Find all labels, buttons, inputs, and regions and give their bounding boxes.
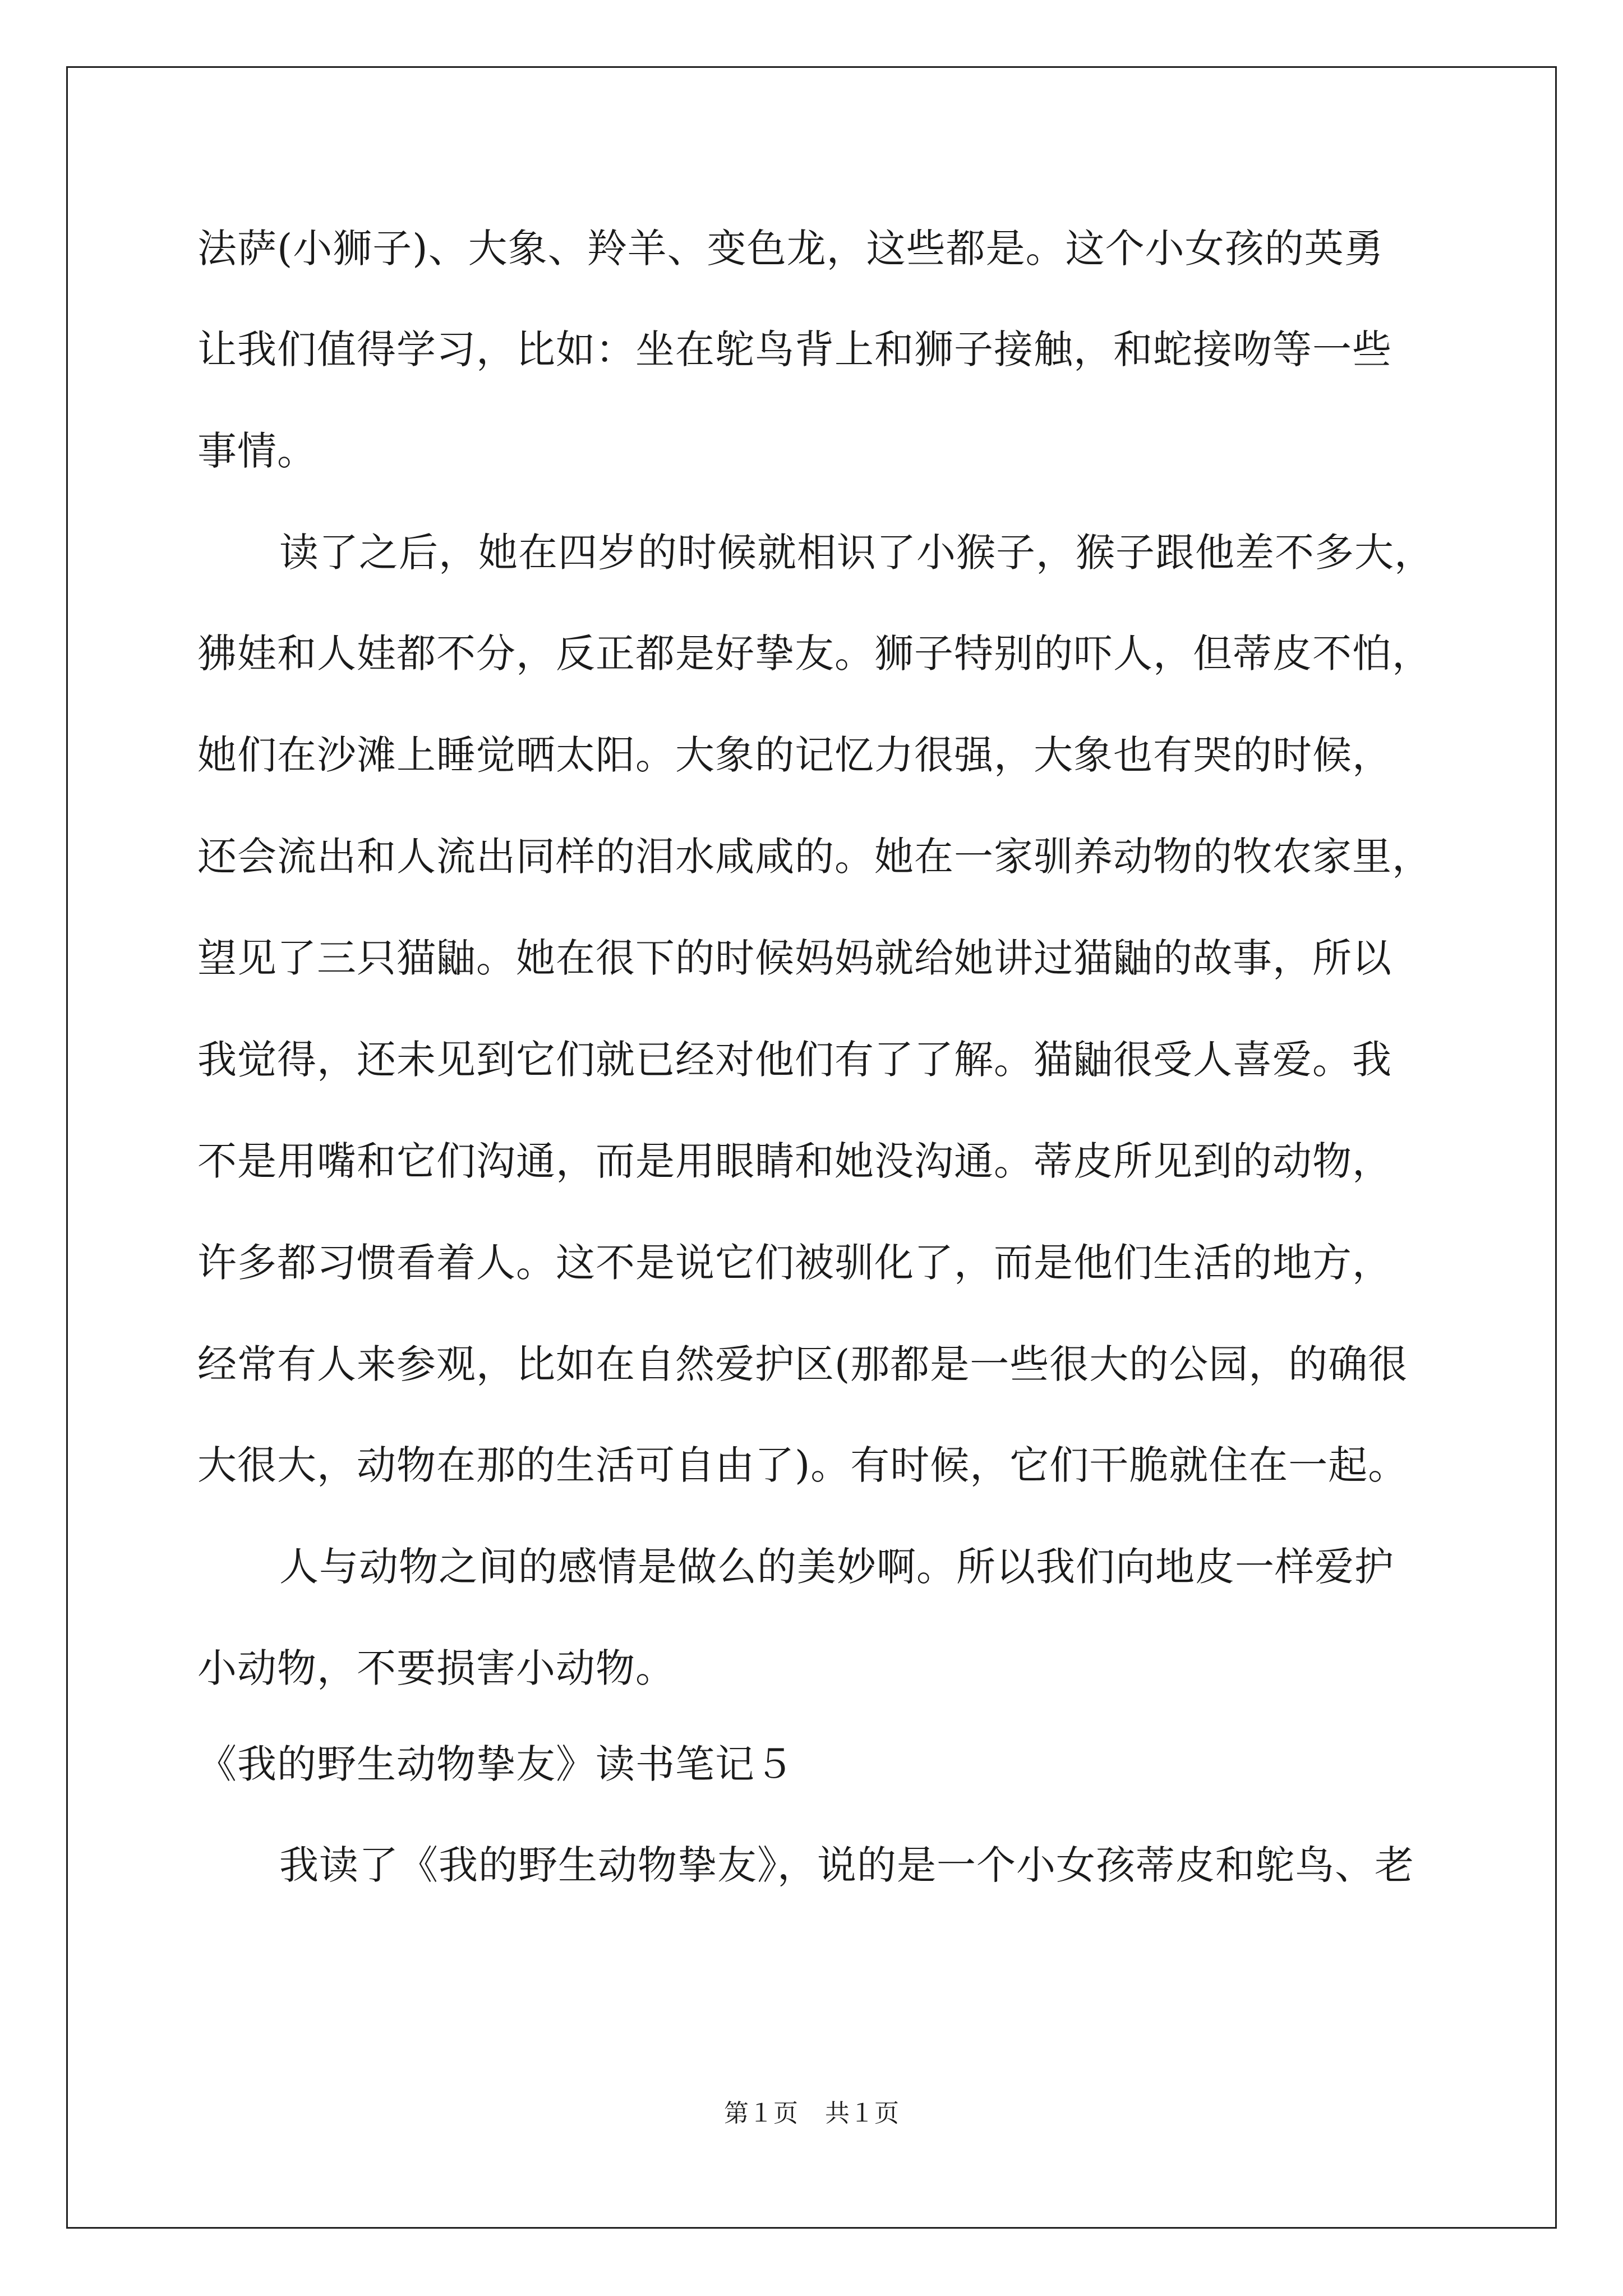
- section-heading: 《我的野生动物挚友》读书笔记５: [197, 1741, 795, 1787]
- paragraph-line: 经常有人来参观，比如在自然爱护区(那都是一些很大的公园，的确很: [197, 1341, 1408, 1387]
- paragraph-line: 不是用嘴和它们沟通，而是用眼睛和她没沟通。蒂皮所见到的动物，: [197, 1138, 1392, 1184]
- paragraph-line: 狒娃和人娃都不分，反正都是好挚友。狮子特别的吓人，但蒂皮不怕，: [197, 631, 1432, 677]
- paragraph-line: 还会流出和人流出同样的泪水咸咸的。她在一家驯养动物的牧农家里，: [197, 834, 1432, 880]
- paragraph-line: 法萨(小狮子)、大象、羚羊、变色龙，这些都是。这个小女孩的英勇: [197, 226, 1384, 272]
- page-total: 共１页: [825, 2099, 899, 2128]
- paragraph-line: 我觉得，还未见到它们就已经对他们有了了解。猫鼬很受人喜爱。我: [197, 1037, 1392, 1083]
- paragraph-line: 望见了三只猫鼬。她在很下的时候妈妈就给她讲过猫鼬的故事，所以: [197, 935, 1392, 981]
- page-footer: [0, 2098, 1623, 2129]
- paragraph-line: 小动物，不要损害小动物。: [197, 1645, 675, 1691]
- paragraph-line: 她们在沙滩上睡觉晒太阳。大象的记忆力很强，大象也有哭的时候，: [197, 732, 1392, 778]
- paragraph-line: 大很大，动物在那的生活可自由了)。有时候，它们干脆就住在一起。: [197, 1442, 1408, 1488]
- paragraph-line: 读了之后，她在四岁的时候就相识了小猴子，猴子跟他差不多大，: [279, 530, 1434, 576]
- paragraph-line: 我读了《我的野生动物挚友》，说的是一个小女孩蒂皮和鸵鸟、老: [279, 1842, 1414, 1888]
- paragraph-line: 许多都习惯看着人。这不是说它们被驯化了，而是他们生活的地方，: [197, 1240, 1392, 1286]
- paragraph-line: 人与动物之间的感情是做么的美妙啊。所以我们向地皮一样爱护: [279, 1544, 1394, 1590]
- page-number: 第１页: [724, 2099, 798, 2128]
- paragraph-line: 事情。: [197, 428, 317, 474]
- paragraph-line: 让我们值得学习，比如：坐在鸵鸟背上和狮子接触，和蛇接吻等一些: [197, 326, 1392, 372]
